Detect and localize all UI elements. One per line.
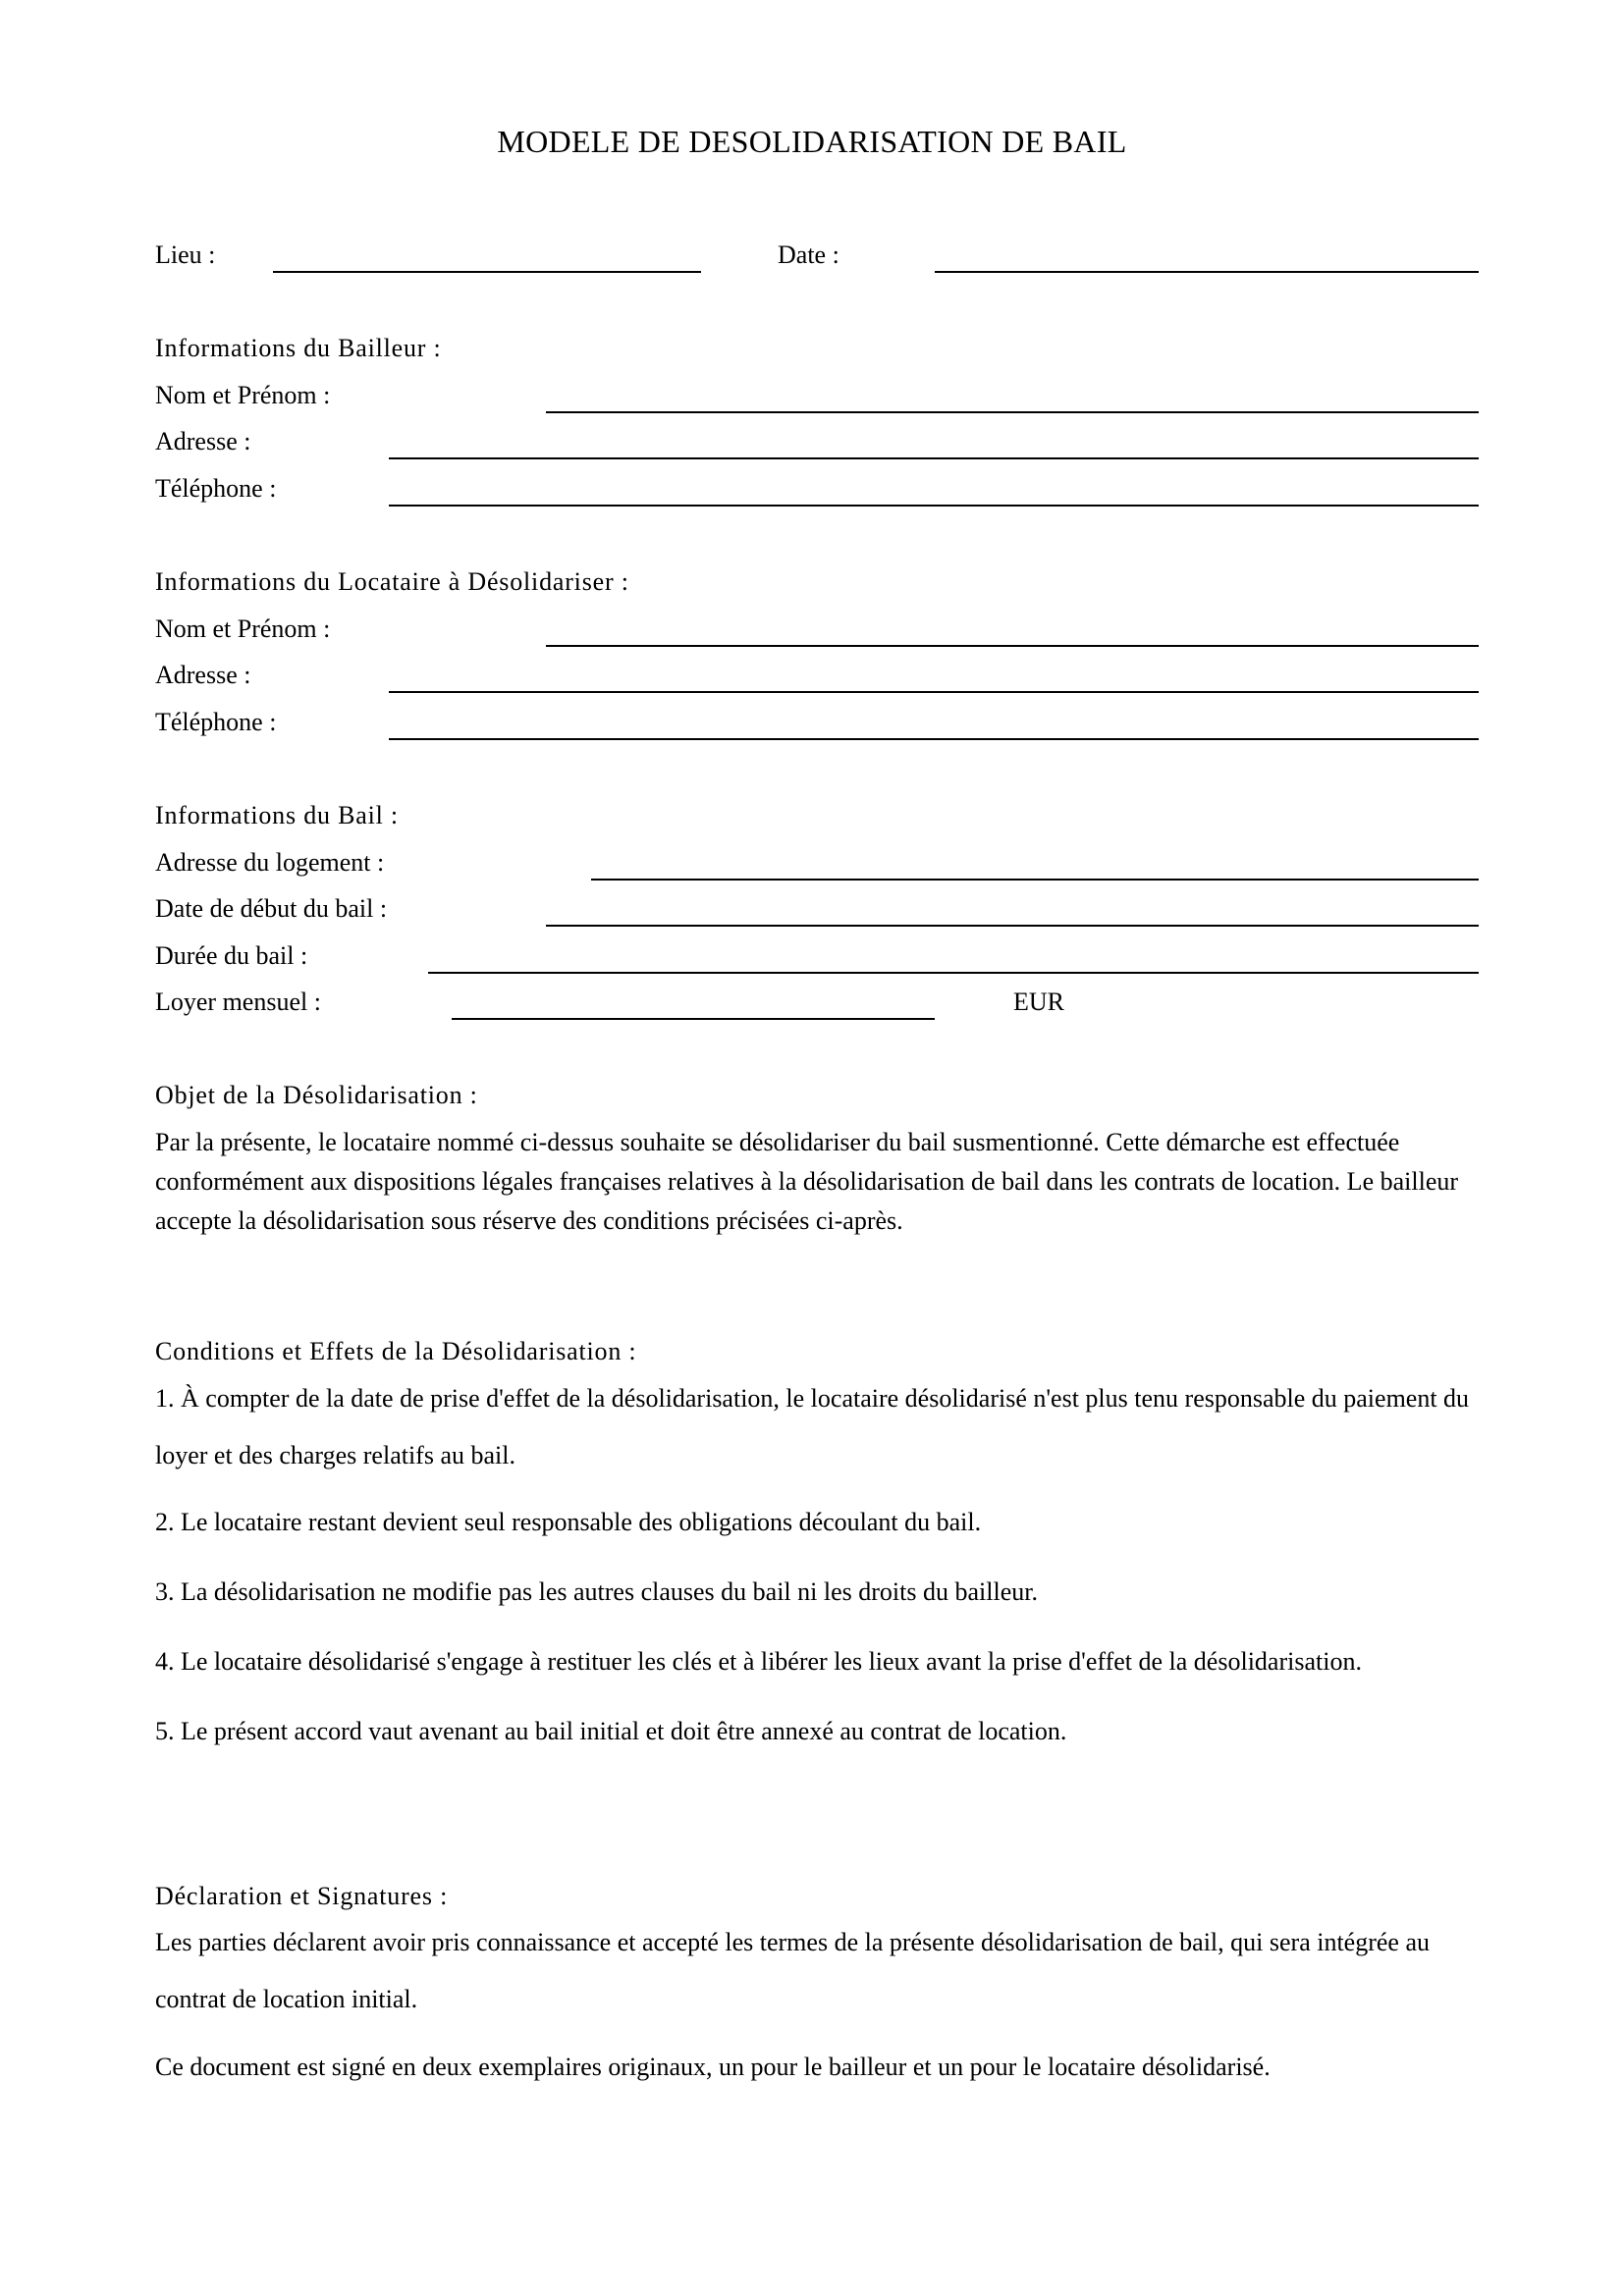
- bail-rent-field[interactable]: [452, 1018, 935, 1020]
- declaration-heading: Déclaration et Signatures :: [155, 1882, 449, 1910]
- bail-address-field[interactable]: [591, 879, 1479, 881]
- bail-start-label: Date de début du bail :: [155, 894, 388, 923]
- locataire-address-label: Adresse :: [155, 661, 251, 689]
- locataire-heading: Informations du Locataire à Désolidariser :: [155, 567, 629, 596]
- bail-duration-label: Durée du bail :: [155, 941, 308, 970]
- bailleur-heading: Informations du Bailleur :: [155, 334, 442, 362]
- locataire-name-label: Nom et Prénom :: [155, 614, 331, 643]
- bail-address-label: Adresse du logement :: [155, 848, 385, 877]
- conditions-heading: Conditions et Effets de la Désolidarisation :: [155, 1337, 637, 1365]
- locataire-phone-label: Téléphone :: [155, 708, 277, 736]
- date-field[interactable]: [935, 271, 1479, 273]
- bailleur-address-label: Adresse :: [155, 427, 251, 455]
- lieu-field[interactable]: [273, 271, 701, 273]
- declaration-copies: Ce document est signé en deux exemplaires originaux, un pour le bailleur et un pour le locataire désolidarisé.: [155, 2053, 1271, 2081]
- condition-item-4: 4. Le locataire désolidarisé s'engage à restituer les clés et à libérer les lieux avant la prise d'effet de la désolidarisation.: [155, 1647, 1362, 1676]
- objet-text: Par la présente, le locataire nommé ci-dessus souhaite se désolidariser du bail susmentionné. Cette démarche est effectuée conformément aux dispositions légales françaises relatives à la désolidarisation de bail dans les contrats de location. Le bailleur accepte la désolidarisation sous réserve des conditions précisées ci-après.: [155, 1128, 1459, 1235]
- bailleur-phone-field[interactable]: [389, 505, 1479, 507]
- condition-item-1: 1. À compter de la date de prise d'effet de la désolidarisation, le locataire désolidarisé n'est plus tenu responsable du paiement du loyer et des charges relatifs au bail.: [155, 1384, 1470, 1469]
- declaration-text: Les parties déclarent avoir pris connaissance et accepté les termes de la présente désolidarisation de bail, qui sera intégrée au contrat de location initial.: [155, 1928, 1430, 2013]
- bailleur-name-label: Nom et Prénom :: [155, 381, 331, 409]
- locataire-name-field[interactable]: [546, 645, 1479, 647]
- bailleur-phone-label: Téléphone :: [155, 474, 277, 503]
- bail-start-field[interactable]: [546, 925, 1479, 927]
- locataire-address-field[interactable]: [389, 691, 1479, 693]
- lieu-label: Lieu :: [155, 240, 216, 269]
- condition-item-3: 3. La désolidarisation ne modifie pas les autres clauses du bail ni les droits du bailleur.: [155, 1577, 1038, 1606]
- bailleur-name-field[interactable]: [546, 411, 1479, 413]
- locataire-phone-field[interactable]: [389, 738, 1479, 740]
- bail-rent-label: Loyer mensuel :: [155, 988, 321, 1016]
- bail-heading: Informations du Bail :: [155, 801, 399, 829]
- condition-item-5: 5. Le présent accord vaut avenant au bail initial et doit être annexé au contrat de location.: [155, 1717, 1067, 1745]
- date-label: Date :: [778, 240, 839, 269]
- document-title: MODELE DE DESOLIDARISATION DE BAIL: [497, 124, 1127, 159]
- objet-heading: Objet de la Désolidarisation :: [155, 1081, 478, 1109]
- bailleur-address-field[interactable]: [389, 457, 1479, 459]
- bail-duration-field[interactable]: [428, 972, 1479, 974]
- rent-currency: EUR: [1013, 988, 1064, 1016]
- condition-item-2: 2. Le locataire restant devient seul responsable des obligations découlant du bail.: [155, 1508, 982, 1536]
